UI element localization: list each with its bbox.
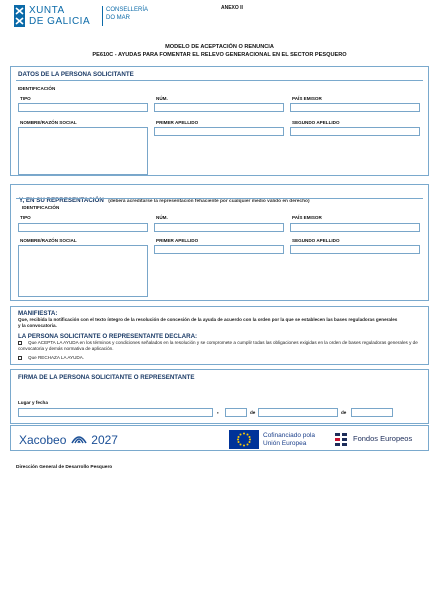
tipo-input[interactable]	[18, 103, 148, 112]
logo-divider	[102, 6, 103, 26]
solicitante-section	[10, 66, 429, 176]
num-input[interactable]	[154, 223, 284, 232]
representacion-title: Y, EN SU REPRESENTACIÓN	[19, 197, 104, 204]
comma-separator: ,	[217, 409, 219, 415]
eu-stars-icon	[229, 430, 259, 449]
lugar-input[interactable]	[18, 408, 213, 417]
scallop-shell-icon	[71, 433, 87, 445]
de-label-2: de	[341, 410, 347, 415]
primer-apellido-label: PRIMER APELLIDO	[156, 120, 199, 125]
primer-apellido-label: PRIMER APELLIDO	[156, 238, 199, 243]
manifiesta-title: MANIFIESTA:	[18, 310, 58, 317]
eu-flag-icon	[229, 430, 259, 449]
identificacion-label: IDENTIFICACIÓN	[22, 205, 60, 210]
footer-logos	[10, 425, 429, 451]
direccion-general: Dirección General de Desarrollo Pesquero	[16, 465, 113, 470]
identificacion-label: IDENTIFICACIÓN	[18, 86, 56, 91]
mes-input[interactable]	[258, 408, 338, 417]
segundo-apellido-label: SEGUNDO APELLIDO	[292, 120, 340, 125]
fondos-europeos-text: Fondos Europeos	[353, 434, 413, 443]
solicitante-title: DATOS DE LA PERSONA SOLICITANTE	[18, 71, 134, 78]
de-label-1: de	[250, 410, 256, 415]
pais-input[interactable]	[290, 103, 420, 112]
pais-input[interactable]	[290, 223, 420, 232]
num-label: NÚM.	[156, 96, 168, 101]
xacobeo-logo	[19, 431, 118, 449]
segundo-apellido-label: SEGUNDO APELLIDO	[292, 238, 340, 243]
acepta-text: Que ACEPTA LA AYUDA en los términos y condiciones señalados en la resolución y se compromete a cumplir todas las obligaciones exigidas en la orden de bases reguladoras generales y de convocatoria y demás normativa de aplicación.	[18, 340, 418, 352]
pais-label: PAÍS EMISOR	[292, 96, 322, 101]
form-title: MODELO DE ACEPTACIÓN O RENUNCIA	[165, 44, 274, 50]
primer-apellido-input[interactable]	[154, 127, 284, 136]
pais-label: PAÍS EMISOR	[292, 215, 322, 220]
xacobeo-year: 2027	[91, 433, 118, 447]
dept-line-2: DO MAR	[106, 15, 130, 21]
firma-section	[10, 369, 429, 424]
dept-line-1: CONSELLERÍA	[106, 7, 149, 13]
dia-input[interactable]	[225, 408, 247, 417]
nombre-label: NOMBRE/RAZÓN SOCIAL	[20, 238, 77, 243]
manifiesta-section	[10, 306, 429, 365]
num-label: NÚM.	[156, 215, 168, 220]
manifiesta-text: Que, recibida la notificación con el texto íntegro de la resolución de concesión de la ayuda de acuerdo con la orden por la que se establecen las bases reguladoras generales y la convocatoria.	[18, 317, 398, 329]
xacobeo-text: Xacobeo	[19, 433, 67, 447]
acepta-checkbox[interactable]	[18, 341, 22, 345]
segundo-apellido-input[interactable]	[290, 127, 420, 136]
logo-line-1: XUNTA	[29, 5, 65, 16]
nombre-input[interactable]	[18, 245, 148, 297]
rechaza-checkbox[interactable]	[18, 356, 22, 360]
representacion-note: (deberá acreditarse la representación fehaciente por cualquier medio válido en derecho)	[108, 199, 310, 204]
cofinanciado-line-1: Cofinanciado pola	[263, 432, 316, 439]
tipo-label: TIPO	[20, 96, 31, 101]
anexo-label: ANEXO II	[221, 5, 243, 11]
section-title-rule	[16, 80, 423, 81]
section-title-rule	[16, 198, 423, 199]
firma-title: FIRMA DE LA PERSONA SOLICITANTE O REPRESENTANTE	[18, 374, 195, 381]
num-input[interactable]	[154, 103, 284, 112]
primer-apellido-input[interactable]	[154, 245, 284, 254]
rechaza-text: Que RECHAZA LA AYUDA.	[28, 355, 85, 360]
fondos-europeos-icon	[333, 431, 349, 447]
logo-line-2: DE GALICIA	[29, 16, 91, 27]
segundo-apellido-input[interactable]	[290, 245, 420, 254]
option-acepta	[18, 340, 423, 352]
cofinanciado-line-2: Unión Europea	[263, 440, 307, 447]
nombre-input[interactable]	[18, 127, 148, 175]
anio-input[interactable]	[351, 408, 393, 417]
option-rechaza	[18, 355, 423, 361]
representacion-section	[10, 184, 429, 301]
nombre-label: NOMBRE/RAZÓN SOCIAL	[20, 120, 77, 125]
form-subtitle: PE610C - AYUDAS PARA FOMENTAR EL RELEVO GENERACIONAL EN EL SECTOR PESQUERO	[92, 52, 347, 58]
xunta-logo	[14, 5, 154, 27]
tipo-label: TIPO	[20, 215, 31, 220]
lugar-fecha-label: Lugar y fecha	[18, 400, 48, 405]
xunta-emblem-icon	[14, 5, 25, 27]
declara-title: LA PERSONA SOLICITANTE O REPRESENTANTE DECLARA:	[18, 333, 198, 340]
tipo-input[interactable]	[18, 223, 148, 232]
